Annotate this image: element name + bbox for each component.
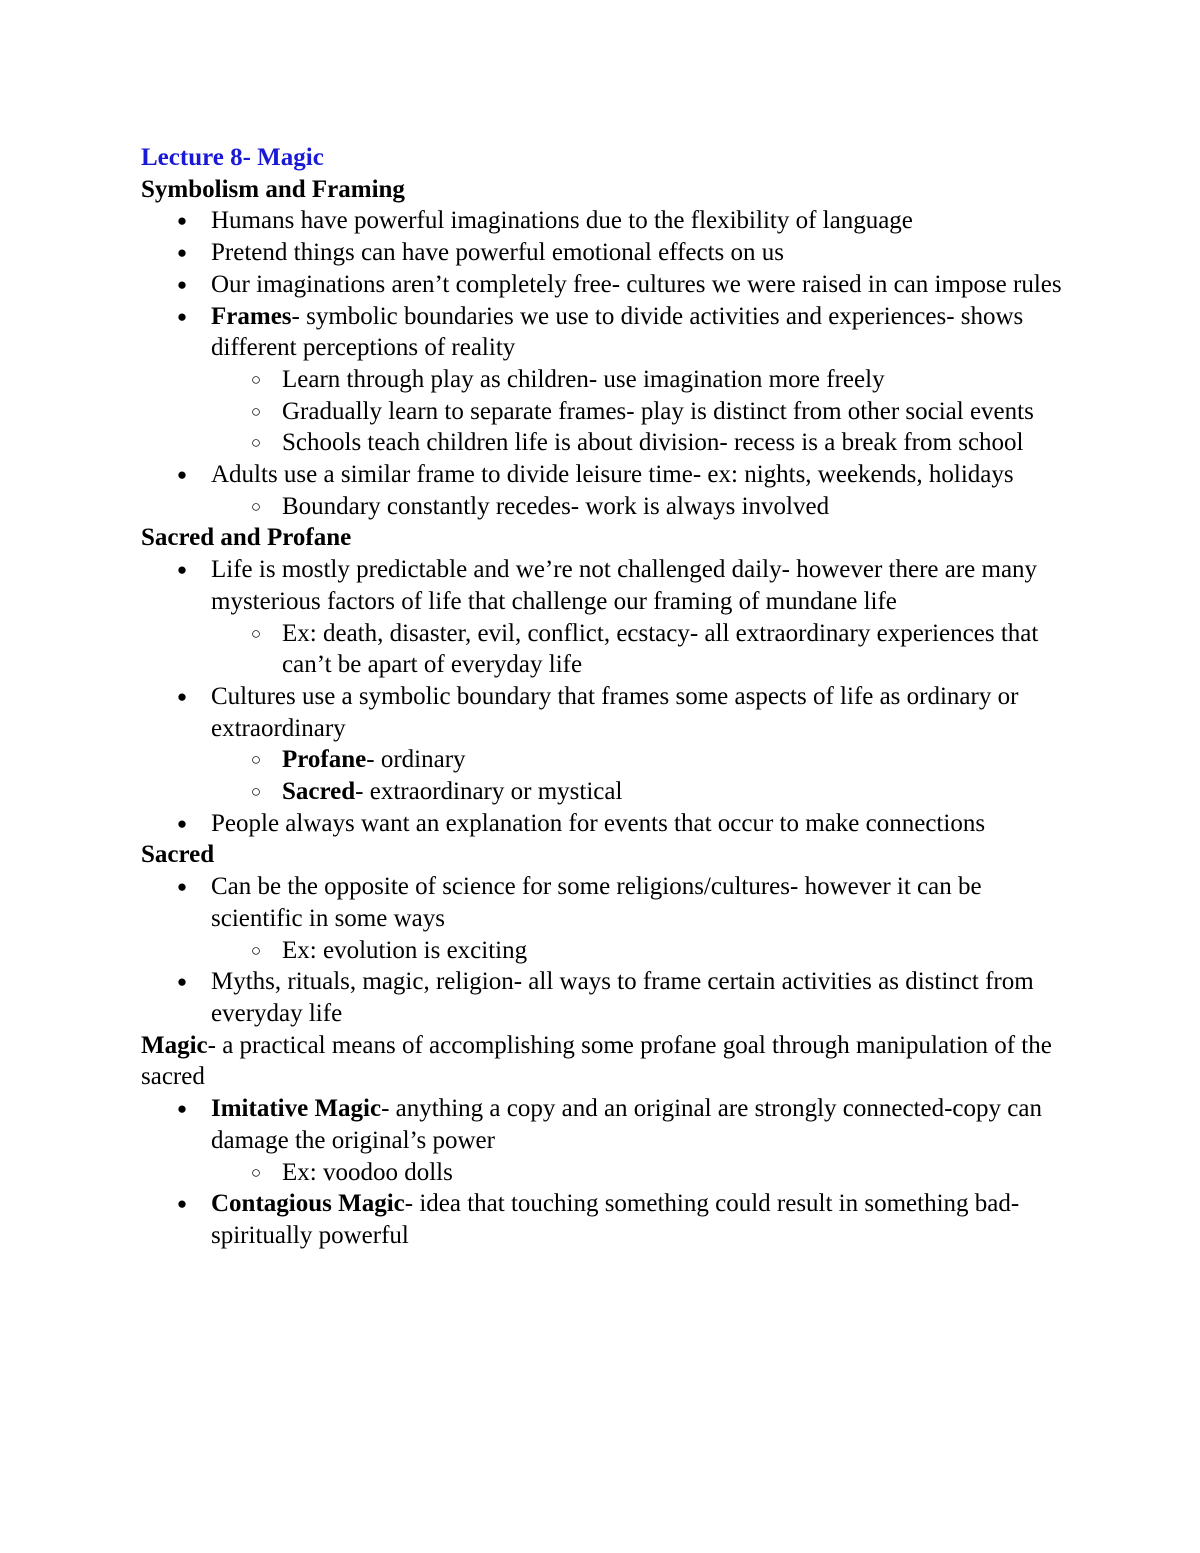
- list-item: ● Our imaginations aren’t completely free- cultures we were raised in can impose rules: [141, 269, 1071, 301]
- sub-bullet-icon: ○: [250, 496, 262, 516]
- sub-list-item: ○ Sacred- extraordinary or mystical: [211, 776, 1071, 808]
- sub-bullet-icon: ○: [250, 433, 262, 453]
- sacred-list: [141, 871, 1071, 1030]
- sub-bullet-icon: ○: [250, 1162, 262, 1182]
- list-item: ● Frames- symbolic boundaries we use to divide activities and experiences- shows different perceptions of reality ○ Learn through play as children- use imagination more freely ○ Gradually learn to separate frames- play is distinct from other social events ○ Schools teach children life is about division- recess is a break from school: [141, 301, 1071, 460]
- list-item: ● Pretend things can have powerful emotional effects on us: [141, 237, 1071, 269]
- ordinary-extraordinary-sublist: [211, 744, 1071, 807]
- sub-bullet-icon: ○: [250, 782, 262, 802]
- bullet-icon: ●: [176, 972, 188, 992]
- list-item: ● Contagious Magic- idea that touching something could result in something bad- spiritually powerful: [141, 1188, 1071, 1251]
- sub-list-item: ○ Boundary constantly recedes- work is always involved: [211, 491, 1071, 523]
- sub-list-item: ○ Ex: death, disaster, evil, conflict, ecstacy- all extraordinary experiences that can’t be apart of everyday life: [211, 618, 1071, 681]
- sub-list-item: ○ Schools teach children life is about division- recess is a break from school: [211, 427, 1071, 459]
- page-title: Lecture 8- Magic: [141, 144, 324, 171]
- bullet-icon: ●: [176, 686, 188, 706]
- sacred-profane-list: [141, 554, 1071, 839]
- bullet-icon: ●: [176, 560, 188, 580]
- sub-list-item: ○ Gradually learn to separate frames- play is distinct from other social events: [211, 396, 1071, 428]
- sub-bullet-icon: ○: [250, 940, 262, 960]
- bullet-icon: ●: [176, 877, 188, 897]
- bullet-icon: ●: [176, 274, 188, 294]
- sub-bullet-icon: ○: [250, 750, 262, 770]
- list-item: ● Imitative Magic- anything a copy and an original are strongly connected-copy can damage the original’s power ○ Ex: voodoo dolls: [141, 1093, 1071, 1188]
- list-item: ● People always want an explanation for events that occur to make connections: [141, 808, 1071, 840]
- sub-list-item: ○ Profane- ordinary: [211, 744, 1071, 776]
- list-item: ● Humans have powerful imaginations due to the flexibility of language: [141, 205, 1071, 237]
- section-heading-sacred-profane: Sacred and Profane: [141, 524, 352, 552]
- frames-sublist: [211, 364, 1071, 459]
- bullet-icon: ●: [176, 1194, 188, 1214]
- sub-bullet-icon: ○: [250, 623, 262, 643]
- section-heading-symbolism: Symbolism and Framing: [141, 175, 405, 203]
- mysterious-factors-sublist: [211, 618, 1071, 681]
- sub-list-item: ○ Ex: voodoo dolls: [211, 1157, 1071, 1189]
- list-item: ● Myths, rituals, magic, religion- all ways to frame certain activities as distinct from everyday life: [141, 966, 1071, 1029]
- list-item: ● Can be the opposite of science for some religions/cultures- however it can be scientific in some ways ○ Ex: evolution is exciting: [141, 871, 1071, 966]
- sub-bullet-icon: ○: [250, 401, 262, 421]
- sub-list-item: ○ Learn through play as children- use imagination more freely: [211, 364, 1071, 396]
- imitative-magic-sublist: [211, 1157, 1071, 1189]
- term-frames: Frames: [211, 302, 292, 330]
- section-heading-sacred: Sacred: [141, 841, 215, 869]
- bullet-icon: ●: [176, 1099, 188, 1119]
- list-item: ● Cultures use a symbolic boundary that frames some aspects of life as ordinary or extraordinary ○ Profane- ordinary ○ Sacred- extraordinary or mystical: [141, 681, 1071, 808]
- bullet-icon: ●: [176, 465, 188, 485]
- term-profane: Profane: [282, 746, 367, 774]
- term-imitative-magic: Imitative Magic: [211, 1095, 382, 1123]
- symbolism-list: [141, 205, 1071, 522]
- document-page: [141, 142, 1071, 1252]
- science-sublist: [211, 935, 1071, 967]
- term-contagious-magic: Contagious Magic: [211, 1190, 405, 1218]
- term-magic: Magic: [141, 1031, 208, 1059]
- sub-list-item: ○ Ex: evolution is exciting: [211, 935, 1071, 967]
- term-sacred: Sacred: [282, 778, 356, 806]
- bullet-icon: ●: [176, 306, 188, 326]
- sub-bullet-icon: ○: [250, 369, 262, 389]
- list-item: ● Adults use a similar frame to divide leisure time- ex: nights, weekends, holidays ○ Boundary constantly recedes- work is always involved: [141, 459, 1071, 522]
- bullet-icon: ●: [176, 243, 188, 263]
- bullet-icon: ●: [176, 813, 188, 833]
- bullet-icon: ●: [176, 211, 188, 231]
- magic-definition: Magic- a practical means of accomplishing some profane goal through manipulation of the sacred: [141, 1031, 1052, 1091]
- magic-list: [141, 1093, 1071, 1252]
- list-item: ● Life is mostly predictable and we’re not challenged daily- however there are many mysterious factors of life that challenge our framing of mundane life ○ Ex: death, disaster, evil, conflict, ecstacy- all extraordinary experiences that can’t be apart of everyday life: [141, 554, 1071, 681]
- leisure-sublist: [211, 491, 1071, 523]
